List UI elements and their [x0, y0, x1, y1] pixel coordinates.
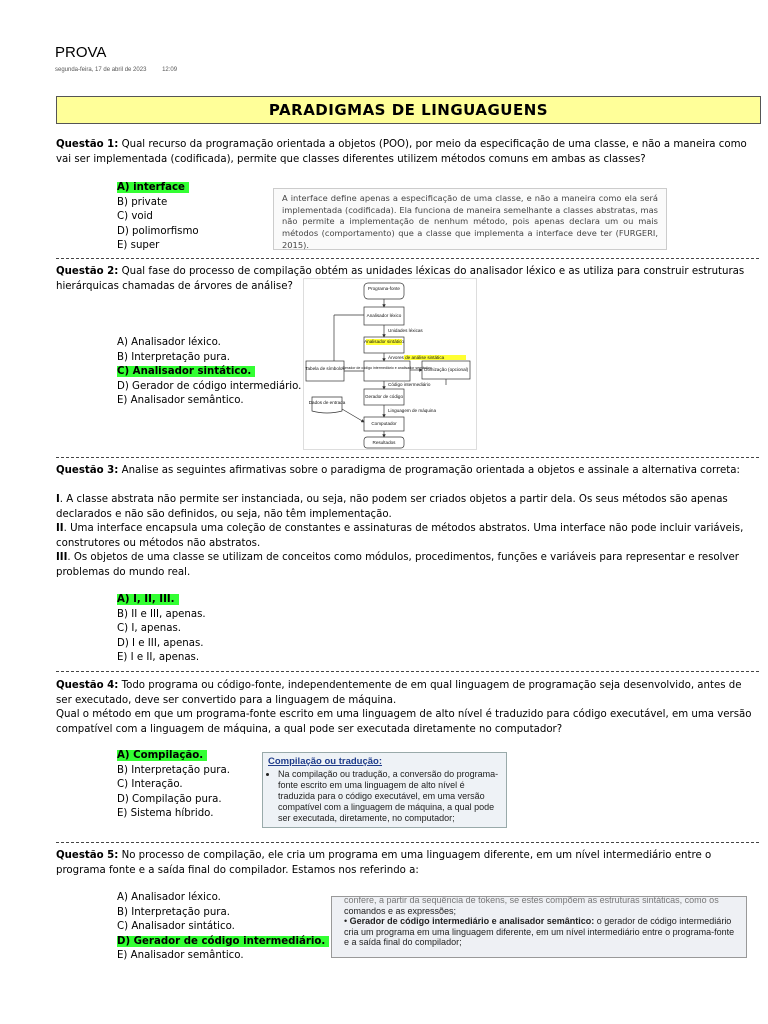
q4-image-text: • Na compilação ou tradução, a conversão do programa-fonte escrito em uma linguagem de alto nível é traduzida para o código executável, em uma versão compatível com a linguagem de máquina, a qual pode ser executada, diretamente, no computador; — [278, 769, 501, 824]
q4-reference-image — [262, 752, 507, 828]
question-2-label: Questão 2: — [56, 266, 119, 277]
diagram-computador: Computador — [371, 421, 397, 426]
q3-option-e[interactable]: E) I e II, apenas. — [117, 652, 200, 663]
divider — [56, 671, 759, 672]
q5-option-a[interactable]: A) Analisador léxico. — [117, 892, 221, 903]
q5-image-bold: Gerador de código intermediário e analisador semântico: — [349, 916, 595, 926]
question-2-text: Qual fase do processo de compilação obtém as unidades léxicas do analisador léxico e as utiliza para construir estruturas hierárquicas chamadas de árvores de análise? — [56, 266, 745, 292]
page-title: PROVA — [55, 44, 107, 61]
q1-option-b[interactable]: B) private — [117, 196, 168, 208]
statement-3-text: . Os objetos de uma classe se utilizam de conceitos como módulos, procedimentos, funções e variáveis para representar e resolver problemas do mundo real. — [56, 552, 739, 578]
q4-option-c[interactable]: C) Interação. — [117, 779, 183, 790]
q5-image-line1: comandos e as expressões; — [344, 905, 457, 916]
q1-option-a[interactable]: A) interface — [117, 182, 189, 193]
q5-image-text: o gerador de código intermediário cria um programa em uma linguagem diferente, em um nível intermediário entre o programa-fonte e a saída final do compilador; — [344, 916, 735, 947]
statement-2-text: . Uma interface encapsula uma coleção de constantes e assinaturas de métodos abstratos. Uma interface não pode incluir variáveis, construtores ou métodos não abstratos. — [56, 523, 744, 549]
q1-option-c[interactable]: C) void — [117, 211, 153, 222]
diagram-tabela: Tabela de símbolos — [305, 366, 345, 371]
page-date: segunda-feira, 17 de abril de 2023 — [55, 67, 147, 73]
q4-image-heading: Compilação ou tradução: — [268, 756, 383, 767]
q5-option-c[interactable]: C) Analisador sintático. — [117, 921, 235, 932]
diagram-otimizacao: Otimização (opcional) — [423, 367, 469, 372]
question-5-text: No processo de compilação, ele cria um programa em uma linguagem diferente, em um nível intermediário entre o programa fonte e a saída final do compilador. Estamos nos referindo a: — [56, 850, 712, 876]
statement-2-num: II — [56, 523, 64, 534]
q2-compilation-diagram — [303, 278, 477, 450]
diagram-arvores: Árvores de análise sintática — [388, 355, 445, 360]
q3-option-a[interactable]: A) I, II, III. — [117, 594, 179, 605]
divider — [56, 258, 759, 259]
q1-reference-image — [273, 188, 667, 250]
question-3-options — [117, 593, 206, 666]
q5-reference-image — [331, 896, 747, 958]
question-2-options — [117, 336, 301, 409]
question-4-options — [117, 749, 230, 822]
question-3-text: Analise as seguintes afirmativas sobre o paradigma de programação orientada a objetos e assinale a alternativa correta: — [121, 465, 740, 476]
diagram-programa-fonte: Programa-fonte — [368, 286, 400, 291]
q2-option-a[interactable]: A) Analisador léxico. — [117, 337, 221, 348]
question-5 — [56, 849, 760, 878]
q4-option-e[interactable]: E) Sistema híbrido. — [117, 808, 214, 819]
q3-option-d[interactable]: D) I e III, apenas. — [117, 637, 204, 649]
q5-option-d[interactable]: D) Gerador de código intermediário. — [117, 936, 329, 947]
question-3-label: Questão 3: — [56, 465, 119, 476]
diagram-analisador-sintatico: Analisador sintático — [364, 339, 404, 344]
diagram-dados-entrada: Dados de entrada — [308, 400, 346, 405]
question-4-text: Todo programa ou código-fonte, independentemente de em qual linguagem de programação seja desenvolvido, antes de ser executado, deve ser convertido para a linguagem de máquina. — [56, 680, 742, 706]
q1-image-text: A interface define apenas a especificação de uma classe, e não a maneira como ela será implementada (codificada). Ela funciona de maneira semelhante a classes abstratas, mas não permite a implementação de nenhum método, pois apenas declara um ou mais métodos (comportamento) que a classe que implementa a interface deve ter (FURGERI, 2015). — [282, 193, 658, 250]
statement-3-num: III — [56, 552, 68, 563]
q5-image-line0: confere, a partir da sequência de tokens, se estes compõem as estruturas sintáticas, como os — [344, 896, 719, 905]
q4-option-a[interactable]: A) Compilação. — [117, 750, 207, 761]
question-5-options — [117, 891, 329, 964]
diagram-unidades-lexicas: Unidades léxicas — [388, 328, 423, 333]
q2-option-d[interactable]: D) Gerador de código intermediário. — [117, 380, 302, 392]
diagram-analisador-lexico: Analisador léxico — [366, 313, 402, 318]
diagram-gerador: Gerador de código intermediário e analisador semântico — [342, 366, 432, 370]
q1-option-d[interactable]: D) polimorfismo — [117, 225, 199, 237]
diagram-gerador-codigo: Gerador de código — [364, 394, 404, 399]
q3-option-b[interactable]: B) II e III, apenas. — [117, 608, 206, 620]
statement-1-text: . A classe abstrata não permite ser instanciada, ou seja, não podem ser criados objetos a partir dela. Os seus métodos são apenas declarados e não são definidos, ou seja, não têm implementação. — [56, 494, 728, 520]
document-title: PARADIGMAS DE LINGUAGUENS — [56, 96, 761, 124]
q5-image-bullet: • Gerador de código intermediário e analisador semântico: o gerador de código intermediário cria um programa em uma linguagem diferente, em um nível intermediário entre o programa-fonte e a saída final do compilador; — [344, 916, 735, 947]
q1-option-e[interactable]: E) super — [117, 240, 160, 251]
q2-option-e[interactable]: E) Analisador semântico. — [117, 395, 244, 406]
statement-1 — [56, 493, 760, 522]
q4-option-b[interactable]: B) Interpretação pura. — [117, 764, 230, 776]
question-4-label: Questão 4: — [56, 680, 119, 691]
page-time: 12:09 — [162, 67, 178, 73]
page-meta — [55, 67, 191, 73]
q5-option-b[interactable]: B) Interpretação pura. — [117, 906, 230, 918]
compilation-diagram-svg — [304, 279, 476, 449]
q3-option-c[interactable]: C) I, apenas. — [117, 623, 182, 634]
diagram-codigo-intermediario: Código intermediário — [388, 382, 431, 387]
q4-option-d[interactable]: D) Compilação pura. — [117, 793, 222, 805]
question-4 — [56, 679, 760, 737]
statement-2 — [56, 522, 760, 551]
statement-3 — [56, 551, 760, 580]
divider — [56, 457, 759, 458]
diagram-resultados: Resultados — [372, 440, 396, 445]
statement-1-num: I — [56, 494, 60, 505]
q2-option-c[interactable]: C) Analisador sintático. — [117, 366, 255, 377]
question-5-label: Questão 5: — [56, 850, 119, 861]
question-1-text: Qual recurso da programação orientada a objetos (POO), por meio da especificação de uma classe, e não a maneira como vai ser implementada (codificada), permite que classes diferentes utilizem métodos comuns em ambas as classes? — [56, 139, 747, 165]
question-3-statements — [56, 493, 760, 580]
question-1-label: Questão 1: — [56, 139, 119, 150]
question-4-text2: Qual o método em que um programa-fonte escrito em uma linguagem de alto nível é traduzido para código executável, em uma versão compatível com a linguagem de máquina, a qual pode ser executada diretamente no computador? — [56, 709, 752, 735]
divider — [56, 842, 759, 843]
question-1-options — [117, 181, 199, 254]
diagram-linguagem-maquina: Linguagem de máquina — [388, 408, 437, 413]
q2-option-b[interactable]: B) Interpretação pura. — [117, 351, 230, 363]
q5-option-e[interactable]: E) Analisador semântico. — [117, 950, 244, 961]
question-1 — [56, 138, 760, 167]
question-3 — [56, 464, 760, 479]
